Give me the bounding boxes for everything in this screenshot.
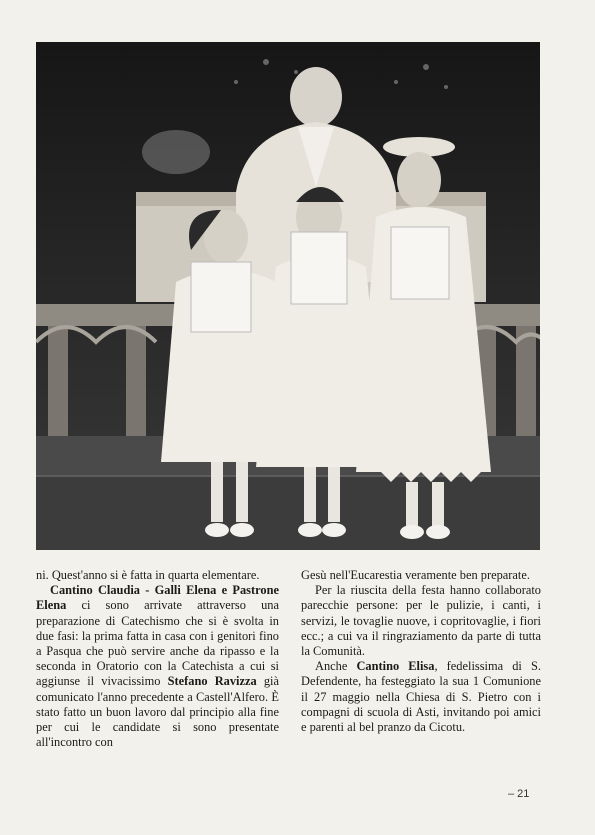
names-bold: Cantino Claudia - Galli Elena e Pastrone Elena	[36, 583, 279, 613]
name-bold: Cantino Elisa	[356, 659, 435, 674]
paragraph: ni. Quest'anno si è fatta in quarta elementare.	[36, 568, 260, 582]
text-column-left	[36, 568, 279, 750]
name-bold: Stefano Ravizza	[167, 674, 257, 689]
page-number: – 21	[508, 788, 530, 800]
paragraph	[301, 659, 541, 735]
text-column-right	[301, 568, 541, 735]
paragraph	[36, 583, 279, 750]
paragraph: Per la riuscita della festa hanno collaborato parecchie persone: per le pulizie, i canti, i servizi, le tovaglie nuove, i copritovaglie, i fiori ecc.; a cui va il ringraziamento da parte di tutta la Comunità.	[301, 583, 541, 659]
paragraph: Gesù nell'Eucarestia veramente ben preparate.	[301, 568, 530, 582]
paragraph-text: già comunicato l'anno precedente a Castell'Alfero. È stato fatto un buon lavoro dal principio alla fine per cui le candidate si sono presentate all'incontro con	[36, 674, 280, 750]
paragraph-text: , fedelissima di S. Defendente, ha festeggiato la sua 1 Comunione il 27 maggio nella Chiesa di S. Pietro con i compagni di scuola di Asti, invitando poi amici e parenti al bel pranzo da Cicotu.	[301, 659, 541, 735]
photo-illustration	[36, 42, 540, 550]
paragraph-text: Anche	[315, 659, 357, 674]
communion-photo	[36, 42, 540, 550]
paragraph-text: ci sono arrivate attraverso una preparazione di Catechismo che si è svolta in due fasi: la prima fatta in casa con i genitori fino a Pasqua che può servire anche da ripasso e la seconda in Oratorio con la Catechista a cui si aggiunse il vivacissimo	[36, 598, 279, 689]
